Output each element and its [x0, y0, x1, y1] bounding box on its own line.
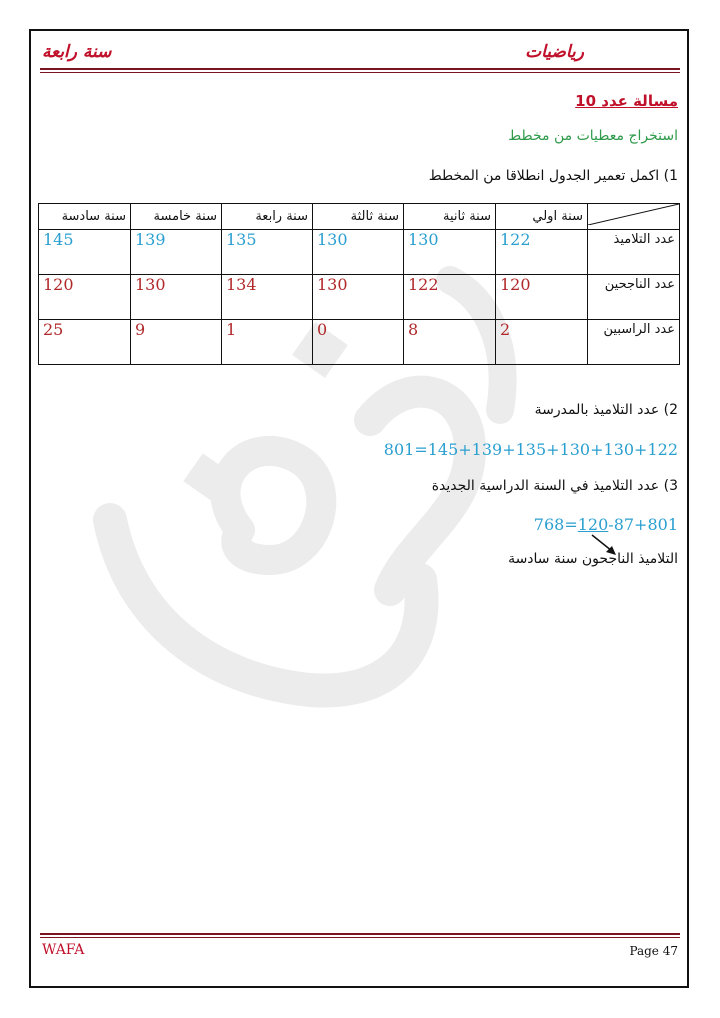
- answer-3: [534, 515, 678, 534]
- table-cell: 120: [496, 275, 588, 320]
- table-header-row: [39, 204, 680, 230]
- table-cell: 25: [39, 320, 131, 365]
- footer-rule: [40, 933, 680, 935]
- table-cell: 122: [404, 275, 496, 320]
- table-row-students: [39, 230, 680, 275]
- footer-author: WAFA: [42, 942, 85, 958]
- answer-2: 801=145+139+135+130+130+122: [383, 440, 678, 459]
- column-header: سنة خامسة: [131, 204, 222, 230]
- table-cell: 130: [404, 230, 496, 275]
- answer-3-result: 768=: [533, 515, 578, 534]
- header-rule: [40, 68, 680, 70]
- header-rule-thin: [40, 72, 680, 73]
- table-cell: 8: [404, 320, 496, 365]
- table-row-failed: [39, 320, 680, 365]
- table-cell: 130: [313, 275, 404, 320]
- table-cell: 145: [39, 230, 131, 275]
- table-cell: 130: [131, 275, 222, 320]
- answer-3-rest: -87+801: [608, 515, 678, 534]
- column-header: سنة ثالثة: [313, 204, 404, 230]
- column-header: سنة سادسة: [39, 204, 131, 230]
- question-3: 3) عدد التلاميذ في السنة الدراسية الجديدة: [431, 478, 678, 494]
- note-passed-sixth: التلاميذ الناجحون سنة سادسة: [508, 551, 678, 567]
- column-header: سنة رابعة: [222, 204, 313, 230]
- problem-subtitle: استخراج معطيات من مخطط: [508, 128, 678, 144]
- corner-cell: [588, 204, 680, 230]
- column-header: سنة اولي: [496, 204, 588, 230]
- table-cell: 2: [496, 320, 588, 365]
- row-label: عدد الراسبين: [588, 320, 680, 365]
- row-label: عدد التلاميذ: [588, 230, 680, 275]
- header-subject: رياضيات: [525, 42, 584, 62]
- table-cell: 135: [222, 230, 313, 275]
- question-2: 2) عدد التلاميذ بالمدرسة: [534, 402, 678, 418]
- table-cell: 139: [131, 230, 222, 275]
- table-cell: 134: [222, 275, 313, 320]
- diagonal-line: [588, 204, 679, 225]
- table-cell: 130: [313, 230, 404, 275]
- table-cell: 9: [131, 320, 222, 365]
- table-cell: 122: [496, 230, 588, 275]
- footer-rule-thin: [40, 937, 680, 938]
- table-row-passed: [39, 275, 680, 320]
- page-number: Page 47: [629, 944, 678, 958]
- table-cell: 1: [222, 320, 313, 365]
- table-cell: 120: [39, 275, 131, 320]
- question-1: 1) اكمل تعمير الجدول انطلاقا من المخطط: [428, 168, 678, 184]
- column-header: سنة ثانية: [404, 204, 496, 230]
- problem-title: مسالة عدد 10: [575, 92, 678, 110]
- answer-3-underlined: 120: [577, 515, 609, 534]
- data-table: [38, 203, 680, 365]
- row-label: عدد الناجحين: [588, 275, 680, 320]
- header-grade: سنة رابعة: [42, 42, 112, 62]
- table-cell: 0: [313, 320, 404, 365]
